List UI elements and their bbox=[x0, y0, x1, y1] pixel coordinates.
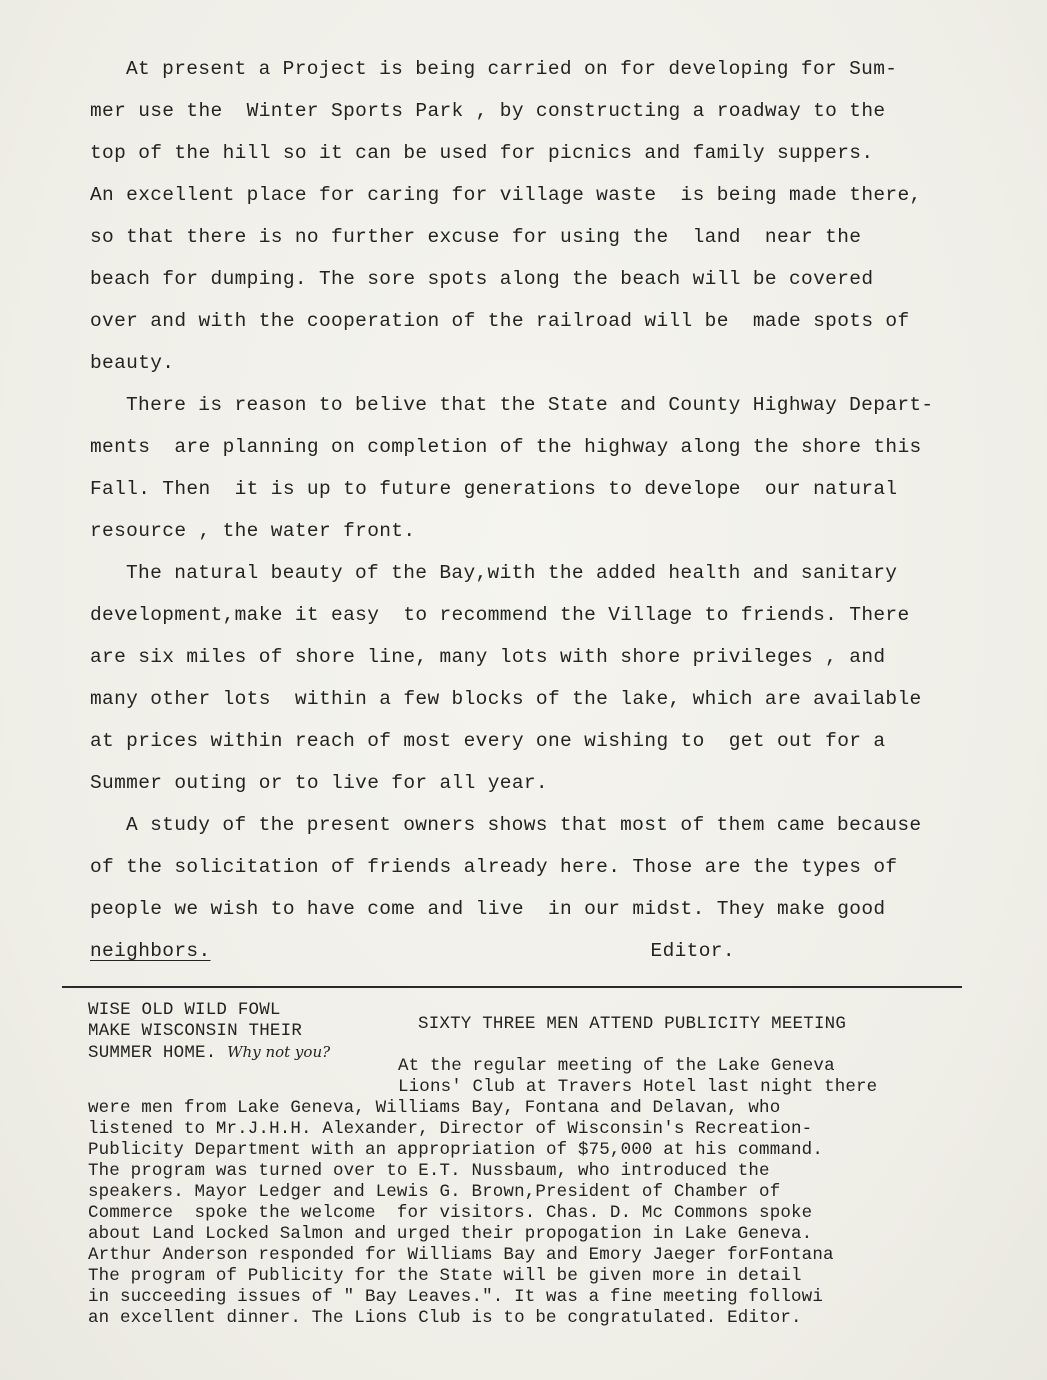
sidebar-line: MAKE WISCONSIN THEIR bbox=[88, 1021, 303, 1041]
sidebar-line: WISE OLD WILD FOWL bbox=[88, 1000, 281, 1020]
article-line: an excellent dinner. The Lions Club is to be congratulated. Editor. bbox=[88, 1308, 802, 1328]
editorial-section bbox=[90, 48, 970, 972]
article-line: were men from Lake Geneva, Williams Bay, Fontana and Delavan, who bbox=[88, 1098, 781, 1118]
handwritten-note: Why not you? bbox=[227, 1043, 331, 1061]
text-line: over and with the cooperation of the railroad will be made spots of bbox=[90, 310, 910, 332]
sidebar-note bbox=[88, 1000, 388, 1064]
article-line: The program of Publicity for the State will be given more in detail bbox=[88, 1266, 802, 1286]
underlined-word: neighbors. bbox=[90, 940, 211, 962]
editor-signoff: Editor. bbox=[650, 940, 735, 962]
text-line: There is reason to belive that the State and County Highway Depart- bbox=[126, 394, 934, 416]
text-line: ments are planning on completion of the highway along the shore this bbox=[90, 436, 922, 458]
text-line: are six miles of shore line, many lots with shore privileges , and bbox=[90, 646, 886, 668]
text-line: top of the hill so it can be used for picnics and family suppers. bbox=[90, 142, 874, 164]
article-line: in succeeding issues of " Bay Leaves.". It was a fine meeting followi bbox=[88, 1287, 823, 1307]
article-body bbox=[88, 1056, 988, 1329]
text-line: Fall. Then it is up to future generations to develope our natural bbox=[90, 478, 898, 500]
article-headline: SIXTY THREE MEN ATTEND PUBLICITY MEETING bbox=[418, 1014, 847, 1034]
article-line: The program was turned over to E.T. Nussbaum, who introduced the bbox=[88, 1161, 770, 1181]
text-line: beach for dumping. The sore spots along the beach will be covered bbox=[90, 268, 874, 290]
text-line: The natural beauty of the Bay,with the added health and sanitary bbox=[126, 562, 898, 584]
text-line: so that there is no further excuse for using the land near the bbox=[90, 226, 862, 248]
text-line: at prices within reach of most every one wishing to get out for a bbox=[90, 730, 886, 752]
article-line: Publicity Department with an appropriation of $75,000 at his command. bbox=[88, 1140, 823, 1160]
text-line: development,make it easy to recommend the Village to friends. There bbox=[90, 604, 910, 626]
article-line: Commerce spoke the welcome for visitors. Chas. D. Mc Commons spoke bbox=[88, 1203, 813, 1223]
section-divider bbox=[62, 986, 962, 988]
text-line: many other lots within a few blocks of the lake, which are available bbox=[90, 688, 922, 710]
text-line: of the solicitation of friends already here. Those are the types of bbox=[90, 856, 898, 878]
text-line: Summer outing or to live for all year. bbox=[90, 772, 548, 794]
article-line: At the regular meeting of the Lake Geneva bbox=[398, 1056, 835, 1076]
paragraph-4 bbox=[90, 804, 970, 972]
article-line: Arthur Anderson responded for Williams Bay and Emory Jaeger forFontana bbox=[88, 1245, 834, 1265]
text-line: At present a Project is being carried on for developing for Sum- bbox=[126, 58, 898, 80]
text-line: mer use the Winter Sports Park , by constructing a roadway to the bbox=[90, 100, 886, 122]
paragraph-1 bbox=[90, 48, 970, 384]
text-line: A study of the present owners shows that most of them came because bbox=[126, 814, 922, 836]
text-line: resource , the water front. bbox=[90, 520, 416, 542]
text-line: An excellent place for caring for village waste is being made there, bbox=[90, 184, 922, 206]
text-line: beauty. bbox=[90, 352, 175, 374]
article-line: listened to Mr.J.H.H. Alexander, Director of Wisconsin's Recreation- bbox=[88, 1119, 813, 1139]
article-line: Lions' Club at Travers Hotel last night there bbox=[398, 1077, 878, 1097]
text-line: people we wish to have come and live in our midst. They make good bbox=[90, 898, 886, 920]
article-line: about Land Locked Salmon and urged their propogation in Lake Geneva. bbox=[88, 1224, 813, 1244]
paragraph-2 bbox=[90, 384, 970, 552]
closing-line bbox=[90, 930, 970, 972]
paragraph-3 bbox=[90, 552, 970, 804]
sidebar-line: SUMMER HOME. bbox=[88, 1043, 217, 1063]
article-line: speakers. Mayor Ledger and Lewis G. Brown,President of Chamber of bbox=[88, 1182, 781, 1202]
